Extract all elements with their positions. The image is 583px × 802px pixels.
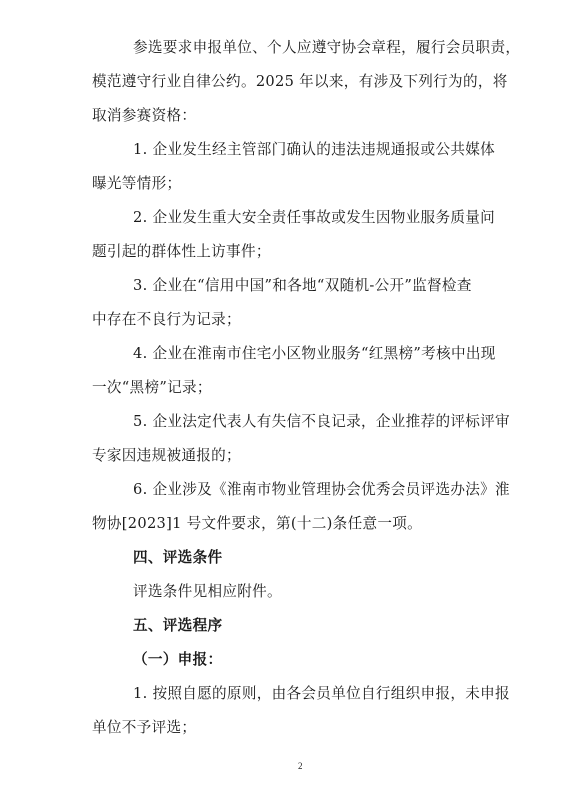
paragraph-line: 取消参赛资格： — [92, 107, 197, 124]
list-item-line: 中存在不良行为记录； — [92, 311, 241, 328]
subsection-heading: （一）申报： — [133, 651, 223, 668]
list-item-line: 1. 按照自愿的原则，由各会员单位自行组织申报，未申报 — [133, 685, 510, 702]
section-heading: 五、评选程序 — [133, 617, 223, 634]
list-item-line: 一次“黑榜”记录； — [92, 379, 212, 396]
paragraph-line: 模范遵守行业自律公约。2025 年以来，有涉及下列行为的，将 — [92, 73, 508, 90]
list-item-line: 单位不予评选； — [92, 719, 197, 736]
list-item-line: 6. 企业涉及《淮南市物业管理协会优秀会员评选办法》淮 — [133, 481, 510, 498]
list-item-line: 2. 企业发生重大安全责任事故或发生因物业服务质量问 — [133, 209, 496, 226]
paragraph-line: 评选条件见相应附件。 — [133, 583, 282, 600]
list-item-line: 物协[2023]1 号文件要求，第(十二)条任意一项。 — [92, 515, 423, 532]
list-item-line: 专家因违规被通报的； — [92, 447, 241, 464]
paragraph-line: 参选要求申报单位、个人应遵守协会章程，履行会员职责， — [133, 39, 521, 56]
list-item-line: 题引起的群体性上访事件； — [92, 243, 271, 260]
list-item-line: 4. 企业在淮南市住宅小区物业服务“红黑榜”考核中出现 — [133, 345, 496, 362]
list-item-line: 1. 企业发生经主管部门确认的违法违规通报或公共媒体 — [133, 141, 496, 158]
list-item-line: 5. 企业法定代表人有失信不良记录，企业推荐的评标评审 — [133, 413, 510, 430]
list-item-line: 曝光等情形； — [92, 175, 182, 192]
page-number: 2 — [298, 761, 303, 771]
list-item-line: 3. 企业在“信用中国”和各地“双随机-公开”监督检查 — [133, 277, 472, 294]
section-heading: 四、评选条件 — [133, 549, 223, 566]
